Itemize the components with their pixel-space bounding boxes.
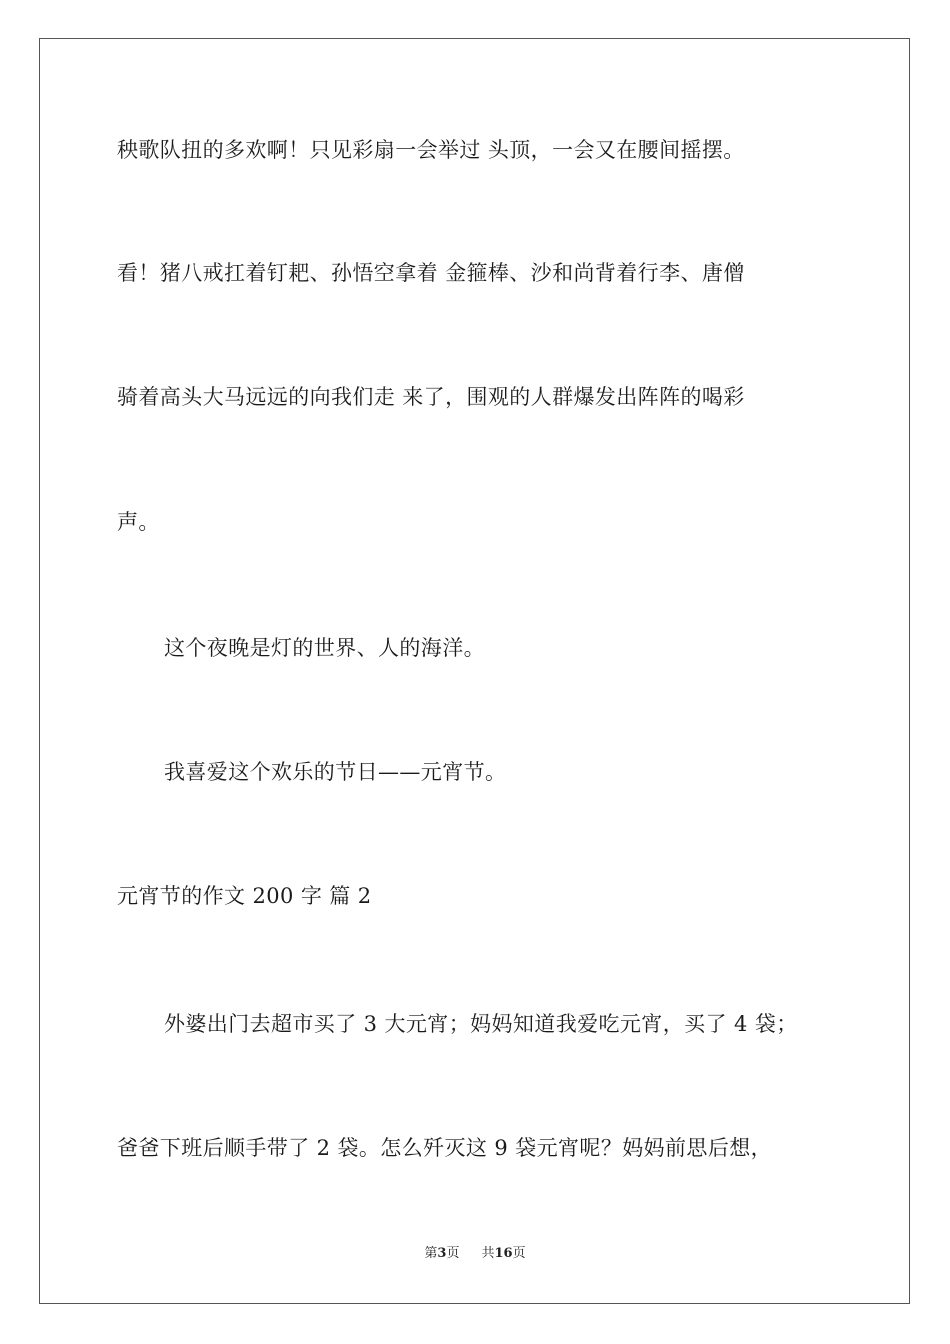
footer-total-prefix: 共: [481, 1246, 495, 1261]
paragraph-line-4: 声。: [117, 510, 160, 534]
footer-total-suffix: 页: [512, 1246, 526, 1261]
paragraph-line-5: 这个夜晚是灯的世界、人的海洋。: [164, 636, 485, 660]
page-border: [39, 38, 910, 1304]
paragraph-line-1: 秧歌队扭的多欢啊！只见彩扇一会举过 头顶，一会又在腰间摇摆。: [117, 138, 745, 162]
footer-page-number: 3: [437, 1246, 447, 1261]
paragraph-line-2: 看！猪八戒扛着钉耙、孙悟空拿着 金箍棒、沙和尚背着行李、唐僧: [117, 261, 745, 285]
footer-total-pages: 16: [494, 1246, 513, 1261]
paragraph-line-6: 我喜爱这个欢乐的节日——元宵节。: [164, 760, 507, 784]
page-footer: [0, 1245, 950, 1263]
paragraph-line-3: 骑着高头大马远远的向我们走 来了，围观的人群爆发出阵阵的喝彩: [117, 385, 745, 409]
paragraph-line-8: 爸爸下班后顺手带了 2 袋。怎么歼灭这 9 袋元宵呢？妈妈前思后想，: [117, 1136, 773, 1160]
footer-page-suffix: 页: [446, 1246, 460, 1261]
section-heading: 元宵节的作文 200 字 篇 2: [117, 884, 372, 908]
footer-page-prefix: 第: [424, 1246, 438, 1261]
paragraph-line-7: 外婆出门去超市买了 3 大元宵；妈妈知道我爱吃元宵，买了 4 袋；: [164, 1012, 798, 1036]
